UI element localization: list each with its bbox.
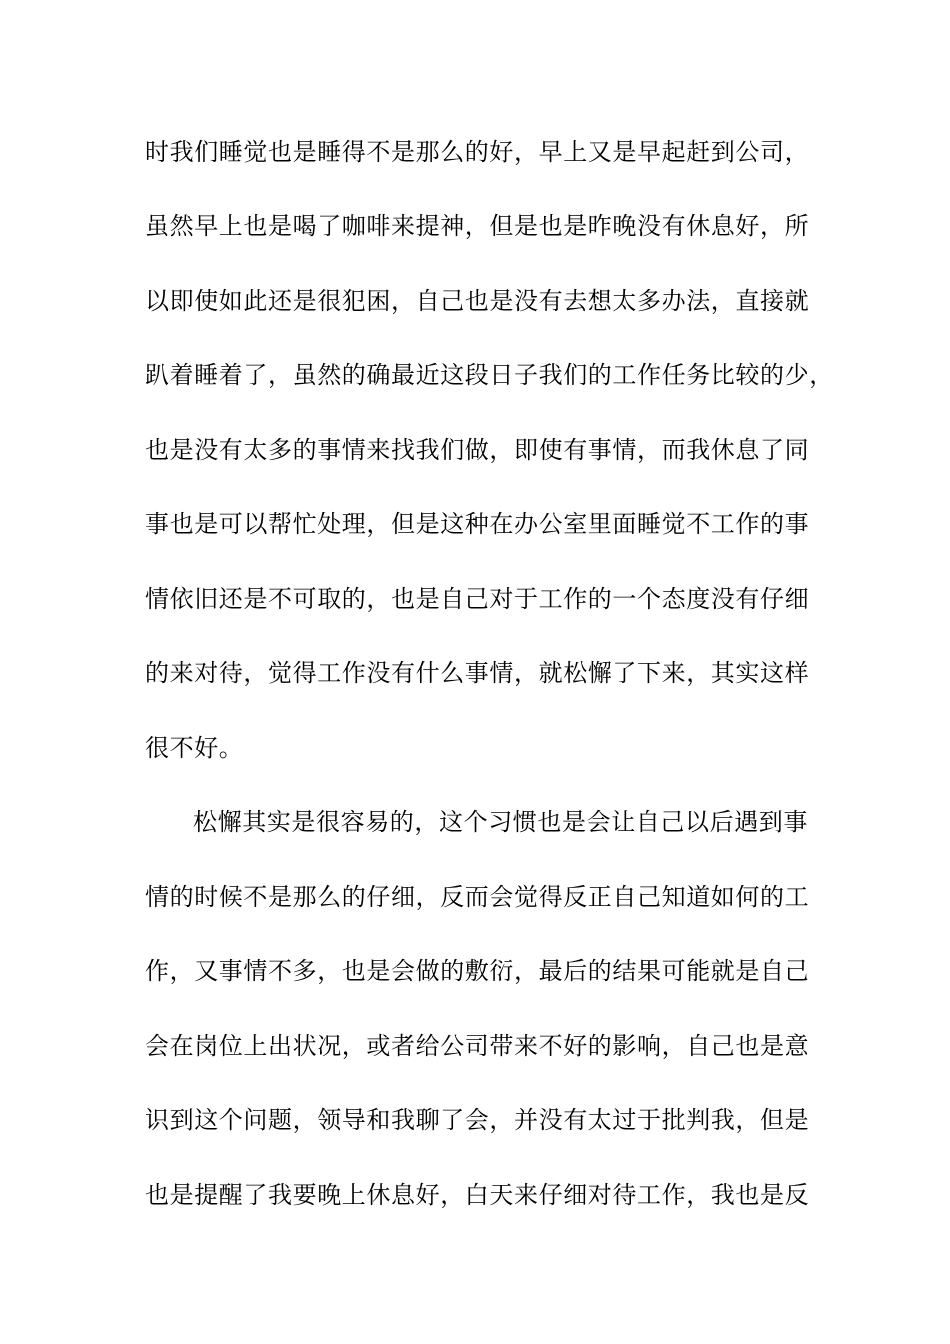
text-line-1: 时我们睡觉也是睡得不是那么的好，早上又是早起赶到公司， [145,138,810,166]
text-line-11: 情的时候不是那么的仔细，反而会觉得反正自己知道如何的工 [145,883,810,911]
paragraph-start-line: 松懈其实是很容易的，这个习惯也是会让自己以后遇到事 [193,808,808,836]
text-line-9: 很不好。 [145,734,244,762]
text-line-15: 也是提醒了我要晚上休息好，白天来仔细对待工作，我也是反 [145,1181,810,1209]
text-line-12: 作，又事情不多，也是会做的敷衍，最后的结果可能就是自己 [145,957,810,985]
text-line-6: 事也是可以帮忙处理，但是这种在办公室里面睡觉不工作的事 [145,510,810,538]
text-line-14: 识到这个问题，领导和我聊了会，并没有太过于批判我，但是 [145,1106,810,1134]
text-line-13: 会在岗位上出状况，或者给公司带来不好的影响，自己也是意 [145,1032,810,1060]
text-line-3: 以即使如此还是很犯困，自己也是没有去想太多办法，直接就 [145,287,810,315]
text-line-2: 虽然早上也是喝了咖啡来提神，但是也是昨晚没有休息好，所 [145,212,810,240]
text-line-7: 情依旧还是不可取的，也是自己对于工作的一个态度没有仔细 [145,585,810,613]
text-line-8: 的来对待，觉得工作没有什么事情，就松懈了下来，其实这样 [145,659,810,687]
text-line-4: 趴着睡着了，虽然的确最近这段日子我们的工作任务比较的少， [145,361,834,389]
text-line-5: 也是没有太多的事情来找我们做，即使有事情，而我休息了同 [145,436,810,464]
